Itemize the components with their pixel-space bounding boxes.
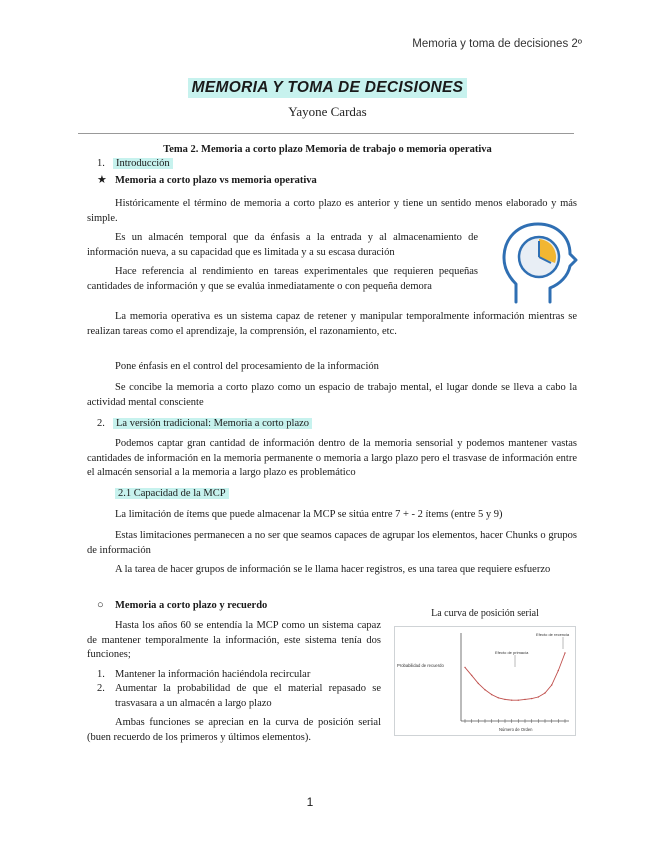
item2-number: 2. — [97, 418, 105, 429]
title-wrap — [0, 78, 655, 98]
list-number-1: 1. — [97, 669, 105, 680]
chart-point — [511, 700, 512, 701]
annotation-recency: Efecto de recencia — [536, 632, 570, 637]
chart-point — [504, 699, 505, 700]
star-heading: Memoria a corto plazo vs memoria operativa — [115, 175, 317, 186]
chart-point — [558, 670, 559, 671]
list-item-1: Mantener la información haciéndola recircular — [115, 669, 311, 680]
item1-heading — [113, 157, 173, 172]
chart-point — [564, 652, 565, 653]
chart-point — [478, 683, 479, 684]
chart-point — [544, 692, 545, 693]
theme-title: Tema 2. Memoria a corto plazo Memoria de trabajo o memoria operativa — [163, 144, 492, 155]
paragraph-6: Se concibe la memoria a corto plazo como un espacio de trabajo mental, el lugar donde se lleva a cabo la actividad mental consciente — [87, 382, 577, 408]
document-title: MEMORIA Y TOMA DE DECISIONES — [188, 78, 468, 98]
chart-point — [524, 699, 525, 700]
circle-bullet-icon: ○ — [97, 599, 104, 611]
paragraph-5: Pone énfasis en el control del procesamiento de la información — [115, 361, 379, 372]
author-name: Yayone Cardas — [288, 104, 367, 119]
paragraph-12: Ambas funciones se aprecian en la curva de posición serial (buen recuerdo de los primeros y últimos elementos). — [87, 717, 381, 743]
chart-point — [498, 697, 499, 698]
paragraph-10: A la tarea de hacer grupos de información se le llama hacer registros, es una tarea que requiere esfuerzo — [115, 564, 551, 575]
star-bullet-icon: ★ — [97, 174, 107, 186]
paragraph-7: Podemos captar gran cantidad de información dentro de la memoria sensorial y podemos mantener vastas cantidades de información en la memoria permanente o memoria a largo plazo pero el trasvase de información entre el almacén sensorial a la memoria a largo plazo es problemático — [87, 438, 577, 478]
chart-title: La curva de posición serial — [431, 608, 539, 619]
serial-position-chart — [394, 626, 576, 736]
chart-point — [531, 698, 532, 699]
paragraph-11: Hasta los años 60 se entendía la MCP como un sistema capaz de mantener temporalmente la información, este sistema tenía dos funciones; — [87, 620, 381, 660]
annotation-primacy: Efecto de primacía — [495, 650, 529, 655]
chart-point — [551, 684, 552, 685]
chart-point — [484, 689, 485, 690]
chart-ylabel: Probabilidad de recuerdo — [397, 663, 444, 668]
subsection-2-1-heading — [115, 487, 229, 502]
chart-plot — [395, 627, 575, 735]
title-divider — [78, 133, 574, 134]
item2-heading — [113, 417, 312, 432]
subsection-2-1-label: 2.1 Capacidad de la MCP — [115, 488, 229, 499]
chart-xlabel: Número de Orden — [499, 727, 533, 732]
chart-point — [464, 667, 465, 668]
list-item-2: Aumentar la probabilidad de que el material repasado se trasvasara a un almacén a largo plazo — [115, 683, 381, 709]
item2-label: La versión tradicional: Memoria a corto plazo — [113, 418, 312, 429]
chart-point — [518, 700, 519, 701]
paragraph-8: La limitación de ítems que puede almacenar la MCP se sitúa entre 7 + - 2 ítems (entre 5 y 9) — [115, 509, 503, 520]
paragraph-2: Es un almacén temporal que da énfasis a la entrada y al almacenamiento de información nueva, a su capacidad que es limitada y a su escasa duración — [87, 232, 478, 258]
item1-label: Introducción — [113, 158, 173, 169]
paragraph-3: Hace referencia al rendimiento en tareas experimentales que requieren pequeñas cantidades de información y que se evalúa inmediatamente o con pequeña demora — [87, 266, 478, 292]
chart-point — [491, 694, 492, 695]
list-number-2: 2. — [97, 683, 105, 694]
circle-heading: Memoria a corto plazo y recuerdo — [115, 600, 268, 611]
head-clock-icon — [498, 218, 580, 306]
page-number: 1 — [306, 795, 314, 809]
chart-point — [538, 696, 539, 697]
paragraph-4: La memoria operativa es un sistema capaz de retener y manipular temporalmente información mientras se realizan tareas como el aprendizaje, la comprensión, el razonamiento, etc. — [87, 311, 577, 337]
chart-point — [471, 675, 472, 676]
item1-number: 1. — [97, 158, 105, 169]
paragraph-9: Estas limitaciones permanecen a no ser que seamos capaces de agrupar los elementos, hacer Chunks o grupos de información — [87, 530, 577, 556]
running-header: Memoria y toma de decisiones 2º — [412, 38, 582, 50]
paragraph-1: Históricamente el término de memoria a corto plazo es anterior y tiene un sentido menos elaborado y más simple. — [87, 198, 577, 224]
